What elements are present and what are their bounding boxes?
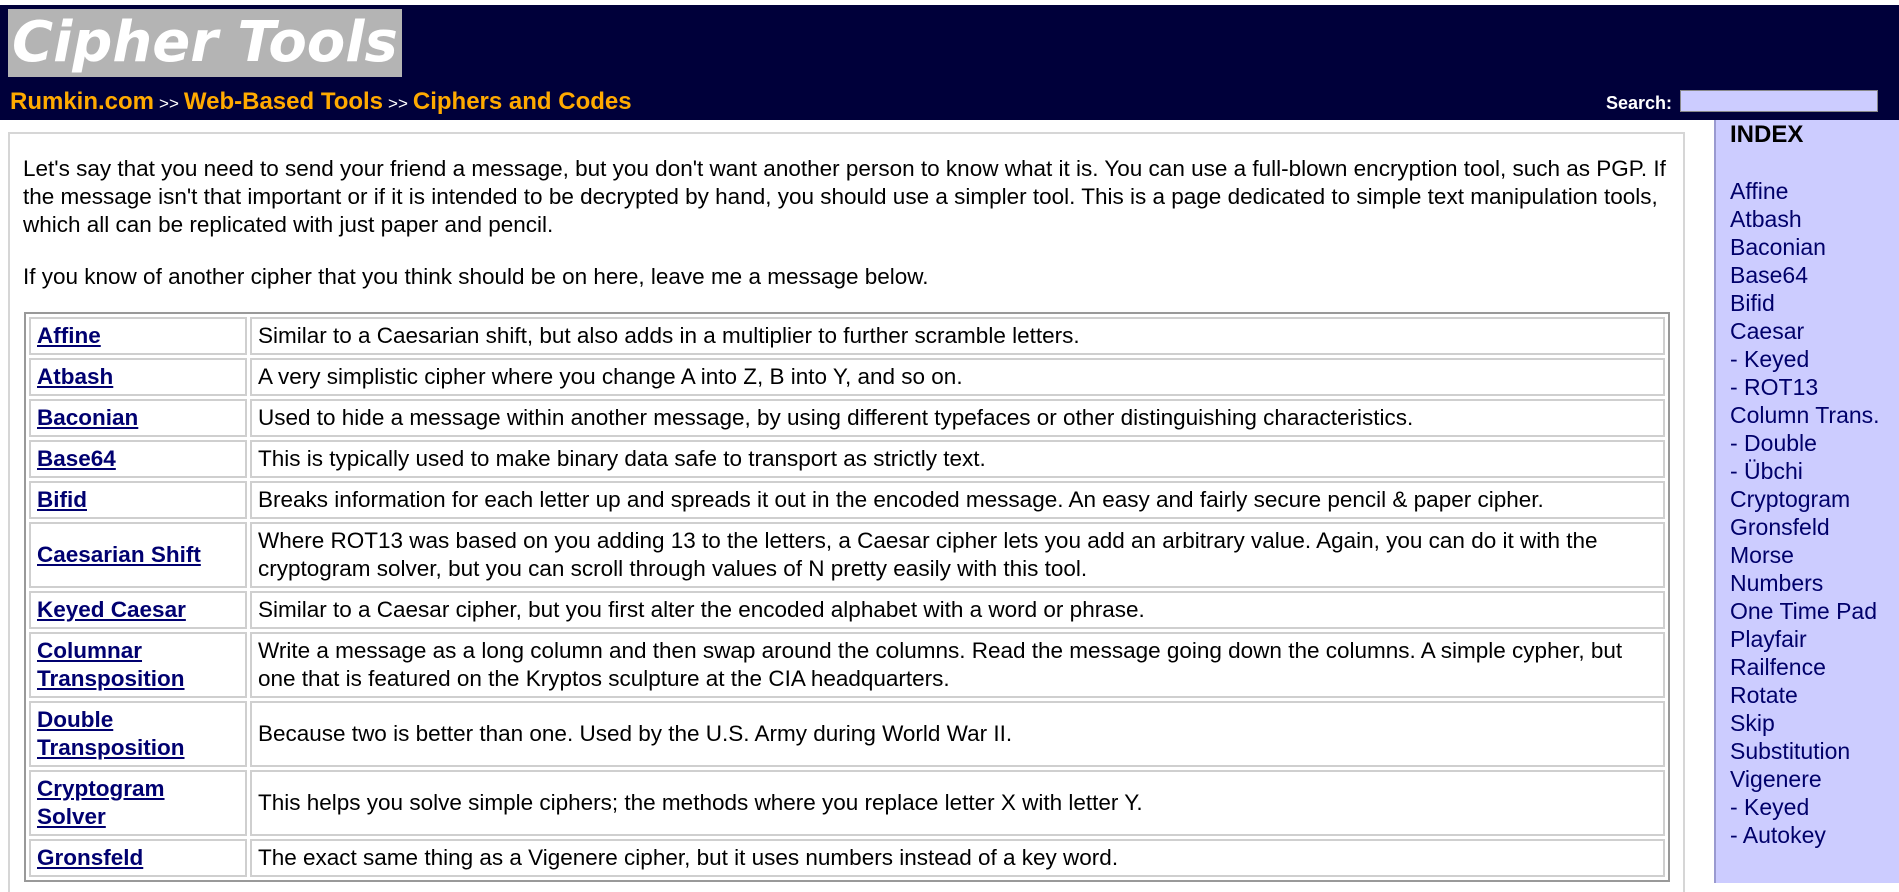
index-link[interactable]: Playfair	[1730, 626, 1807, 652]
index-link[interactable]: Railfence	[1730, 654, 1826, 680]
breadcrumb	[10, 87, 632, 119]
cipher-description: Used to hide a message within another message, by using different typefaces or other distinguishing characteristics.	[250, 399, 1665, 437]
search-label: Search:	[1606, 93, 1673, 113]
cipher-name-cell	[29, 701, 247, 767]
index-link[interactable]: Cryptogram	[1730, 486, 1851, 512]
cipher-link[interactable]: Caesarian Shift	[37, 542, 201, 567]
index-link[interactable]: Skip	[1730, 710, 1775, 736]
index-link[interactable]: - Keyed	[1730, 794, 1810, 820]
table-row	[29, 317, 1665, 355]
cipher-link[interactable]: Baconian	[37, 405, 139, 430]
cipher-link[interactable]: Bifid	[37, 487, 87, 512]
cipher-name-cell	[29, 481, 247, 519]
cipher-name-cell	[29, 632, 247, 698]
intro-text	[23, 155, 1673, 291]
intro-paragraph: If you know of another cipher that you think should be on here, leave me a message below.	[23, 264, 929, 289]
cipher-link[interactable]: Base64	[37, 446, 116, 471]
index-link[interactable]: Baconian	[1730, 234, 1826, 260]
index-link[interactable]: Gronsfeld	[1730, 514, 1830, 540]
table-row	[29, 522, 1665, 588]
cipher-link[interactable]: Atbash	[37, 364, 114, 389]
breadcrumb-link-web-tools[interactable]: Web-Based Tools	[183, 88, 384, 115]
breadcrumb-link-rumkin[interactable]: Rumkin.com	[10, 88, 155, 115]
index-link[interactable]: Column Trans.	[1730, 402, 1880, 428]
cipher-description: Where ROT13 was based on you adding 13 to the letters, a Caesar cipher lets you add an arbitrary value. Again, you can do it with the cryptogram solver, but you can scroll through values of N pretty easily with this tool.	[250, 522, 1665, 588]
index-link[interactable]: Atbash	[1730, 206, 1802, 232]
index-link[interactable]: - Übchi	[1730, 458, 1803, 484]
table-row	[29, 399, 1665, 437]
cipher-description: Breaks information for each letter up and spreads it out in the encoded message. An easy and fairly secure pencil & paper cipher.	[250, 481, 1665, 519]
cipher-link[interactable]: Cryptogram Solver	[37, 776, 165, 829]
cipher-name-cell	[29, 839, 247, 877]
index-link[interactable]: One Time Pad	[1730, 598, 1878, 624]
cipher-description: A very simplistic cipher where you change A into Z, B into Y, and so on.	[250, 358, 1665, 396]
cipher-link[interactable]: Gronsfeld	[37, 845, 144, 870]
cipher-description: This helps you solve simple ciphers; the methods where you replace letter X with letter Y.	[250, 770, 1665, 836]
cipher-link[interactable]: Columnar Transposition	[37, 638, 185, 691]
intro-paragraph: Let's say that you need to send your friend a message, but you don't want another person to know what it is. You can use a full-blown encryption tool, such as PGP. If the message isn't that important or if it is intended to be decrypted by hand, you should use a simpler tool. This is a page dedicated to simple text manipulation tools, which all can be replicated with just paper and pencil.	[23, 156, 1666, 237]
search-input[interactable]	[1680, 90, 1878, 112]
cipher-description: Similar to a Caesar cipher, but you first alter the encoded alphabet with a word or phrase.	[250, 591, 1665, 629]
cipher-name-cell	[29, 770, 247, 836]
cipher-link[interactable]: Double Transposition	[37, 707, 185, 760]
table-row	[29, 839, 1665, 877]
index-list	[1730, 177, 1880, 849]
index-link[interactable]: Vigenere	[1730, 766, 1822, 792]
cipher-description: The exact same thing as a Vigenere cipher, but it uses numbers instead of a key word.	[250, 839, 1665, 877]
index-link[interactable]: Caesar	[1730, 318, 1805, 344]
table-row	[29, 632, 1665, 698]
site-title: Cipher Tools	[8, 9, 402, 77]
cipher-description: Write a message as a long column and then swap around the columns. Read the message going down the columns. A simple cypher, but one that is featured on the Kryptos sculpture at the CIA headquarters.	[250, 632, 1665, 698]
index-link[interactable]: - ROT13	[1730, 374, 1819, 400]
breadcrumb-separator: >>	[159, 94, 179, 113]
index-link[interactable]: - Double	[1730, 430, 1817, 456]
site-header	[0, 5, 1899, 120]
breadcrumb-link-ciphers[interactable]: Ciphers and Codes	[412, 88, 632, 115]
index-link[interactable]: - Keyed	[1730, 346, 1810, 372]
index-link[interactable]: Affine	[1730, 178, 1789, 204]
cipher-description: Similar to a Caesarian shift, but also adds in a multiplier to further scramble letters.	[250, 317, 1665, 355]
index-link[interactable]: Numbers	[1730, 570, 1824, 596]
index-link[interactable]: Morse	[1730, 542, 1794, 568]
cipher-description: Because two is better than one. Used by the U.S. Army during World War II.	[250, 701, 1665, 767]
cipher-link[interactable]: Affine	[37, 323, 101, 348]
index-link[interactable]: - Autokey	[1730, 822, 1826, 848]
breadcrumb-separator: >>	[388, 94, 408, 113]
table-row	[29, 358, 1665, 396]
index-link[interactable]: Substitution	[1730, 738, 1851, 764]
cipher-name-cell	[29, 591, 247, 629]
table-row	[29, 770, 1665, 836]
index-link[interactable]: Bifid	[1730, 290, 1775, 316]
cipher-link[interactable]: Keyed Caesar	[37, 597, 186, 622]
cipher-name-cell	[29, 399, 247, 437]
table-row	[29, 591, 1665, 629]
index-sidebar	[1714, 120, 1899, 883]
cipher-description: This is typically used to make binary data safe to transport as strictly text.	[250, 440, 1665, 478]
index-link[interactable]: Rotate	[1730, 682, 1798, 708]
index-link[interactable]: Base64	[1730, 262, 1809, 288]
cipher-table	[24, 312, 1670, 882]
table-row	[29, 701, 1665, 767]
cipher-name-cell	[29, 358, 247, 396]
cipher-name-cell	[29, 317, 247, 355]
cipher-name-cell	[29, 522, 247, 588]
main-content	[8, 132, 1685, 892]
table-row	[29, 440, 1665, 478]
cipher-name-cell	[29, 440, 247, 478]
table-row	[29, 481, 1665, 519]
index-title: INDEX	[1730, 121, 1804, 148]
